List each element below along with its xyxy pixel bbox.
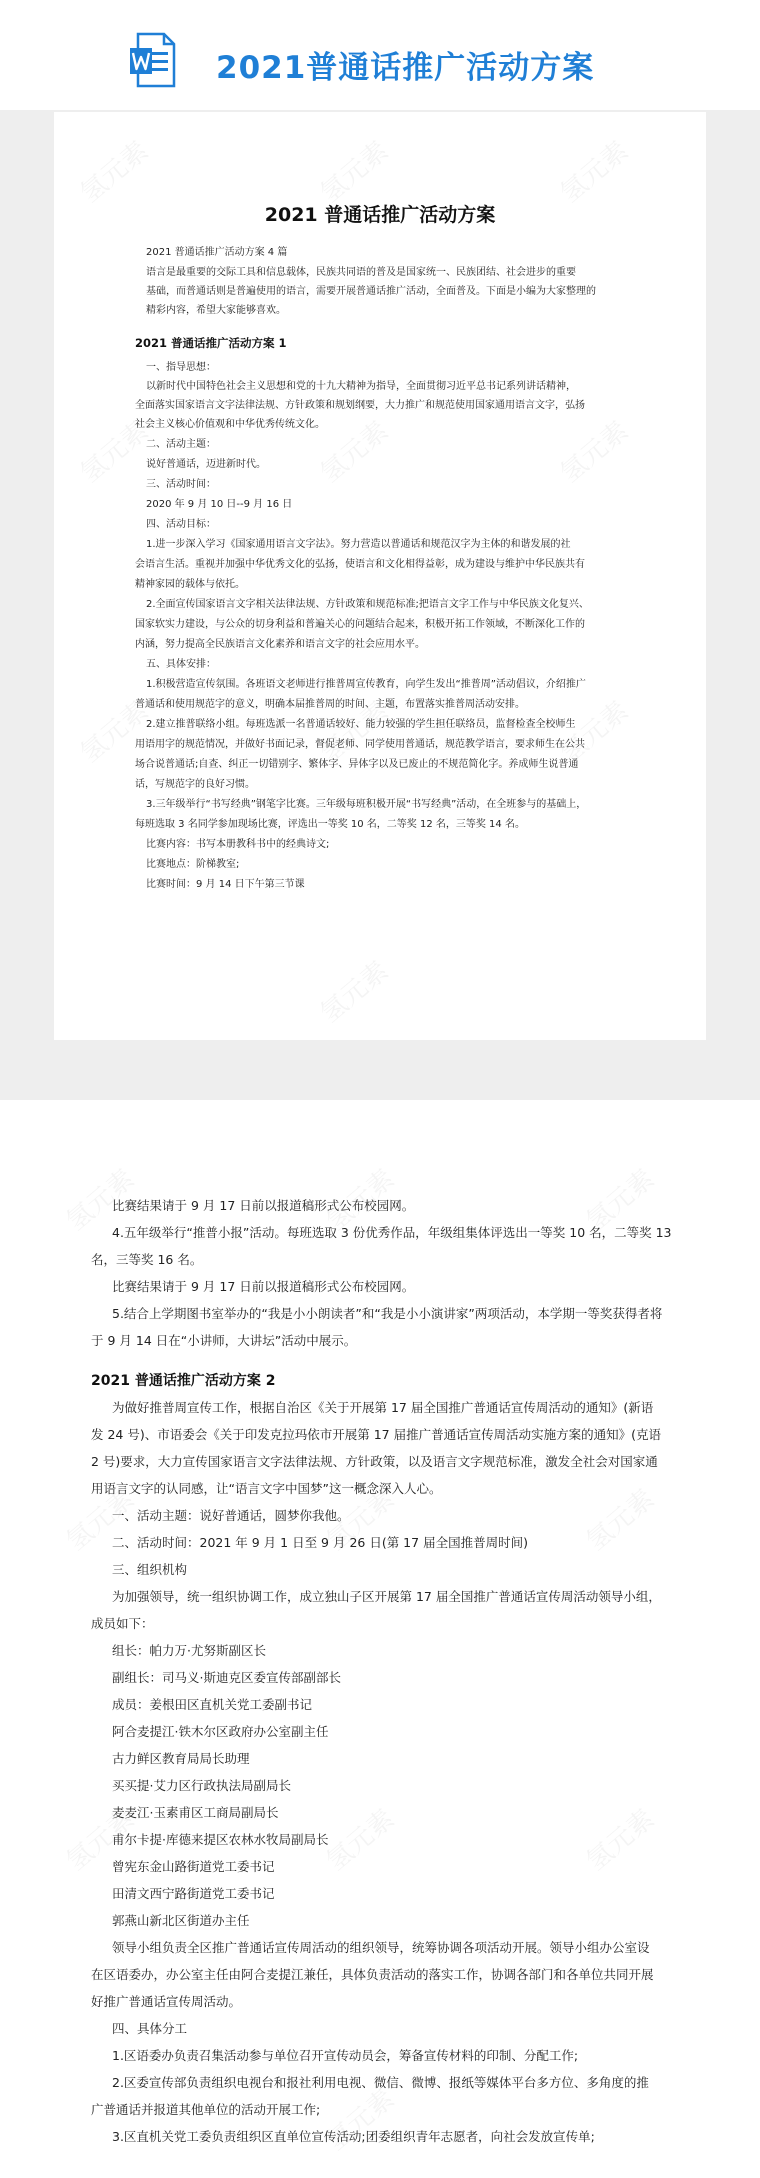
watermark: 氢元素 [75, 695, 155, 769]
watermark: 氢元素 [315, 955, 395, 1029]
text-line: 田清文西宁路街道党工委书记 [112, 1886, 275, 1901]
text-line: 三、活动时间： [146, 479, 216, 490]
text-line: 3.三年级举行“书写经典”钢笔字比赛。三年级每班积极开展“书写经典”活动，在全班参与的基础上， [146, 799, 587, 810]
text-line: 组长：帕力万·尤努斯副区长 [112, 1643, 266, 1658]
document-page-2 [0, 1100, 760, 2178]
text-line: 买买提·艾力区行政执法局副局长 [112, 1778, 291, 1793]
text-line: 用语用字的规范情况，并做好书面记录，督促老师、同学使用普通话，规范教学语言，要求师生在公共 [135, 739, 585, 750]
text-line: 基础，而普通话则是普遍使用的语言，需要开展普通话推广活动，全面普及。下面是小编为大家整理的 [146, 286, 596, 297]
document-title: 2021 普通话推广活动方案 [264, 204, 496, 226]
text-line: 五、具体安排： [146, 659, 216, 670]
watermark: 氢元素 [581, 1803, 661, 1877]
text-line: 曾宪东金山路街道党工委书记 [112, 1859, 275, 1874]
text-line: 2.全面宣传国家语言文字相关法律法规、方针政策和规范标准;把语言文字工作与中华民族文化复兴、 [146, 599, 589, 610]
text-line: 四、具体分工 [112, 2021, 188, 2036]
header-banner [0, 0, 760, 110]
watermark: 氢元素 [61, 1163, 141, 1237]
text-line: 阿合麦提江·铁木尔区政府办公室副主任 [112, 1724, 329, 1739]
text-line: 为做好推普周宣传工作，根据自治区《关于开展第 17 届全国推广普通话宣传周活动的通知》(新语 [112, 1400, 654, 1415]
text-line: 用语言文字的认同感，让“语言文字中国梦”这一概念深入人心。 [91, 1481, 442, 1496]
text-line: 二、活动时间：2021 年 9 月 1 日至 9 月 26 日(第 17 届全国推普周时间) [112, 1535, 528, 1550]
text-line: 4.五年级举行“推普小报”活动。每班选取 3 份优秀作品，年级组集体评选出一等奖 10 名，二等奖 13 [112, 1225, 672, 1240]
text-line: 国家软实力建设，与公众的切身利益和普遍关心的问题结合起来，积极开拓工作领域，不断深化工作的 [135, 619, 585, 630]
text-line: 1.积极营造宣传氛围。各班语文老师进行推普周宣传教育，向学生发出“推普周”活动倡议，介绍推广 [146, 679, 586, 690]
watermark: 氢元素 [555, 695, 635, 769]
text-line: 一、活动主题：说好普通话，圆梦你我他。 [112, 1508, 350, 1523]
section-heading: 2021 普通话推广活动方案 2 [91, 1373, 276, 1389]
text-line: 全面落实国家语言文字法律法规、方针政策和规划纲要，大力推广和规范使用国家通用语言文字，弘扬 [135, 400, 585, 411]
text-line: 在区语委办，办公室主任由阿合麦提江兼任，具体负责活动的落实工作，协调各部门和各单位共同开展 [91, 1967, 654, 1982]
text-line: 古力鲜区教育局局长助理 [112, 1751, 250, 1766]
text-line: 每班选取 3 名同学参加现场比赛，评选出一等奖 10 名，二等奖 12 名，三等奖 14 名。 [135, 819, 525, 830]
text-line: 2020 年 9 月 10 日--9 月 16 日 [146, 499, 293, 510]
text-line: 二、活动主题： [146, 439, 216, 450]
text-line: 领导小组负责全区推广普通话宣传周活动的组织领导，统筹协调各项活动开展。领导小组办公室设 [112, 1940, 650, 1955]
text-line: 发 24 号)、市语委会《关于印发克拉玛依市开展第 17 届推广普通话宣传周活动实施方案的通知》(克语 [91, 1427, 661, 1442]
text-line: 1.进一步深入学习《国家通用语言文字法》。努力营造以普通话和规范汉字为主体的和谐发展的社 [146, 539, 571, 550]
section-heading: 2021 普通话推广活动方案 1 [135, 336, 287, 350]
watermark: 氢元素 [315, 415, 395, 489]
text-line: 三、组织机构 [112, 1562, 188, 1577]
text-line: 比赛结果请于 9 月 17 日前以报道稿形式公布校园网。 [112, 1279, 415, 1294]
text-line: 为加强领导，统一组织协调工作，成立独山子区开展第 17 届全国推广普通话宣传周活动领导小组， [112, 1589, 661, 1604]
text-line: 3.区直机关党工委负责组织区直单位宣传活动;团委组织青年志愿者，向社会发放宣传单; [112, 2129, 595, 2144]
watermark: 氢元素 [75, 135, 155, 209]
watermark: 氢元素 [61, 1803, 141, 1877]
watermark: 氢元素 [75, 415, 155, 489]
text-line: 以新时代中国特色社会主义思想和党的十九大精神为指导，全面贯彻习近平总书记系列讲话精神， [146, 381, 576, 392]
text-line: 于 9 月 14 日在“小讲师，大讲坛”活动中展示。 [91, 1333, 357, 1348]
watermark: 氢元素 [321, 1803, 401, 1877]
text-line: 场合说普通话;自查、纠正一切错别字、繁体字、异体字以及已废止的不规范简化字。养成师生说普通 [135, 759, 579, 770]
text-line: 说好普通话，迈进新时代。 [146, 459, 266, 470]
text-line: 普通话和使用规范字的意义，明确本届推普周的时间、主题，布置落实推普周活动安排。 [135, 699, 525, 710]
text-line: 好推广普通话宣传周活动。 [91, 1994, 242, 2009]
text-line: 一、指导思想： [146, 362, 216, 373]
text-line: 话，写规范字的良好习惯。 [135, 779, 255, 790]
text-line: 成员：姜根田区直机关党工委副书记 [112, 1697, 313, 1712]
text-line: 2021 普通话推广活动方案 4 篇 [146, 247, 288, 258]
word-document-icon [130, 32, 176, 88]
text-line: 名，三等奖 16 名。 [91, 1252, 203, 1267]
text-line: 广普通话并报道其他单位的活动开展工作; [91, 2102, 321, 2117]
text-line: 2 号)要求，大力宣传国家语言文字法律法规、方针政策，以及语言文字规范标准，激发全社会对国家通 [91, 1454, 658, 1469]
text-line: 精神家园的载体与依托。 [135, 579, 245, 590]
watermark: 氢元素 [581, 1483, 661, 1557]
watermark: 氢元素 [315, 135, 395, 209]
text-line: 甫尔卡提·库德来提区农林水牧局副局长 [112, 1832, 329, 1847]
watermark: 氢元素 [581, 1163, 661, 1237]
text-line: 比赛内容：书写本册教科书中的经典诗文; [146, 839, 330, 850]
watermark: 氢元素 [61, 1483, 141, 1557]
header-title: 2021普通话推广活动方案 [216, 50, 595, 86]
text-line: 语言是最重要的交际工具和信息载体，民族共同语的普及是国家统一、民族团结、社会进步的重要 [146, 267, 576, 278]
text-line: 比赛结果请于 9 月 17 日前以报道稿形式公布校园网。 [112, 1198, 415, 1213]
text-line: 5.结合上学期图书室举办的“我是小小朗读者”和“我是小小演讲家”两项活动，本学期一等奖获得者将 [112, 1306, 663, 1321]
text-line: 麦麦江·玉素甫区工商局副局长 [112, 1805, 279, 1820]
watermark: 氢元素 [321, 2083, 401, 2157]
text-line: 2.建立推普联络小组。每班选派一名普通话较好、能力较强的学生担任联络员，监督检查全校师生 [146, 719, 576, 730]
watermark: 氢元素 [321, 1483, 401, 1557]
text-line: 内涵，努力提高全民族语言文化素养和语言文字的社会应用水平。 [135, 639, 425, 650]
text-line: 郭燕山新北区街道办主任 [112, 1913, 250, 1928]
text-line: 精彩内容，希望大家能够喜欢。 [146, 305, 286, 316]
text-line: 副组长：司马义·斯迪克区委宣传部副部长 [112, 1670, 341, 1685]
text-line: 会语言生活。重视并加强中华优秀文化的弘扬，使语言和文化相得益彰，成为建设与维护中华民族共有 [135, 559, 585, 570]
text-line: 2.区委宣传部负责组织电视台和报社利用电视、微信、微博、报纸等媒体平台多方位、多角度的推 [112, 2075, 649, 2090]
text-line: 四、活动目标： [146, 519, 216, 530]
text-line: 1.区语委办负责召集活动参与单位召开宣传动员会，筹备宣传材料的印制、分配工作; [112, 2048, 579, 2063]
text-line: 成员如下： [91, 1616, 154, 1631]
text-line: 社会主义核心价值观和中华优秀传统文化。 [135, 419, 325, 430]
watermark: 氢元素 [315, 695, 395, 769]
text-line: 比赛地点：阶梯教室; [146, 859, 240, 870]
watermark: 氢元素 [321, 1163, 401, 1237]
watermark: 氢元素 [555, 135, 635, 209]
document-page-1 [54, 112, 706, 1040]
watermark: 氢元素 [555, 415, 635, 489]
text-line: 比赛时间：9 月 14 日下午第三节课 [146, 879, 305, 890]
